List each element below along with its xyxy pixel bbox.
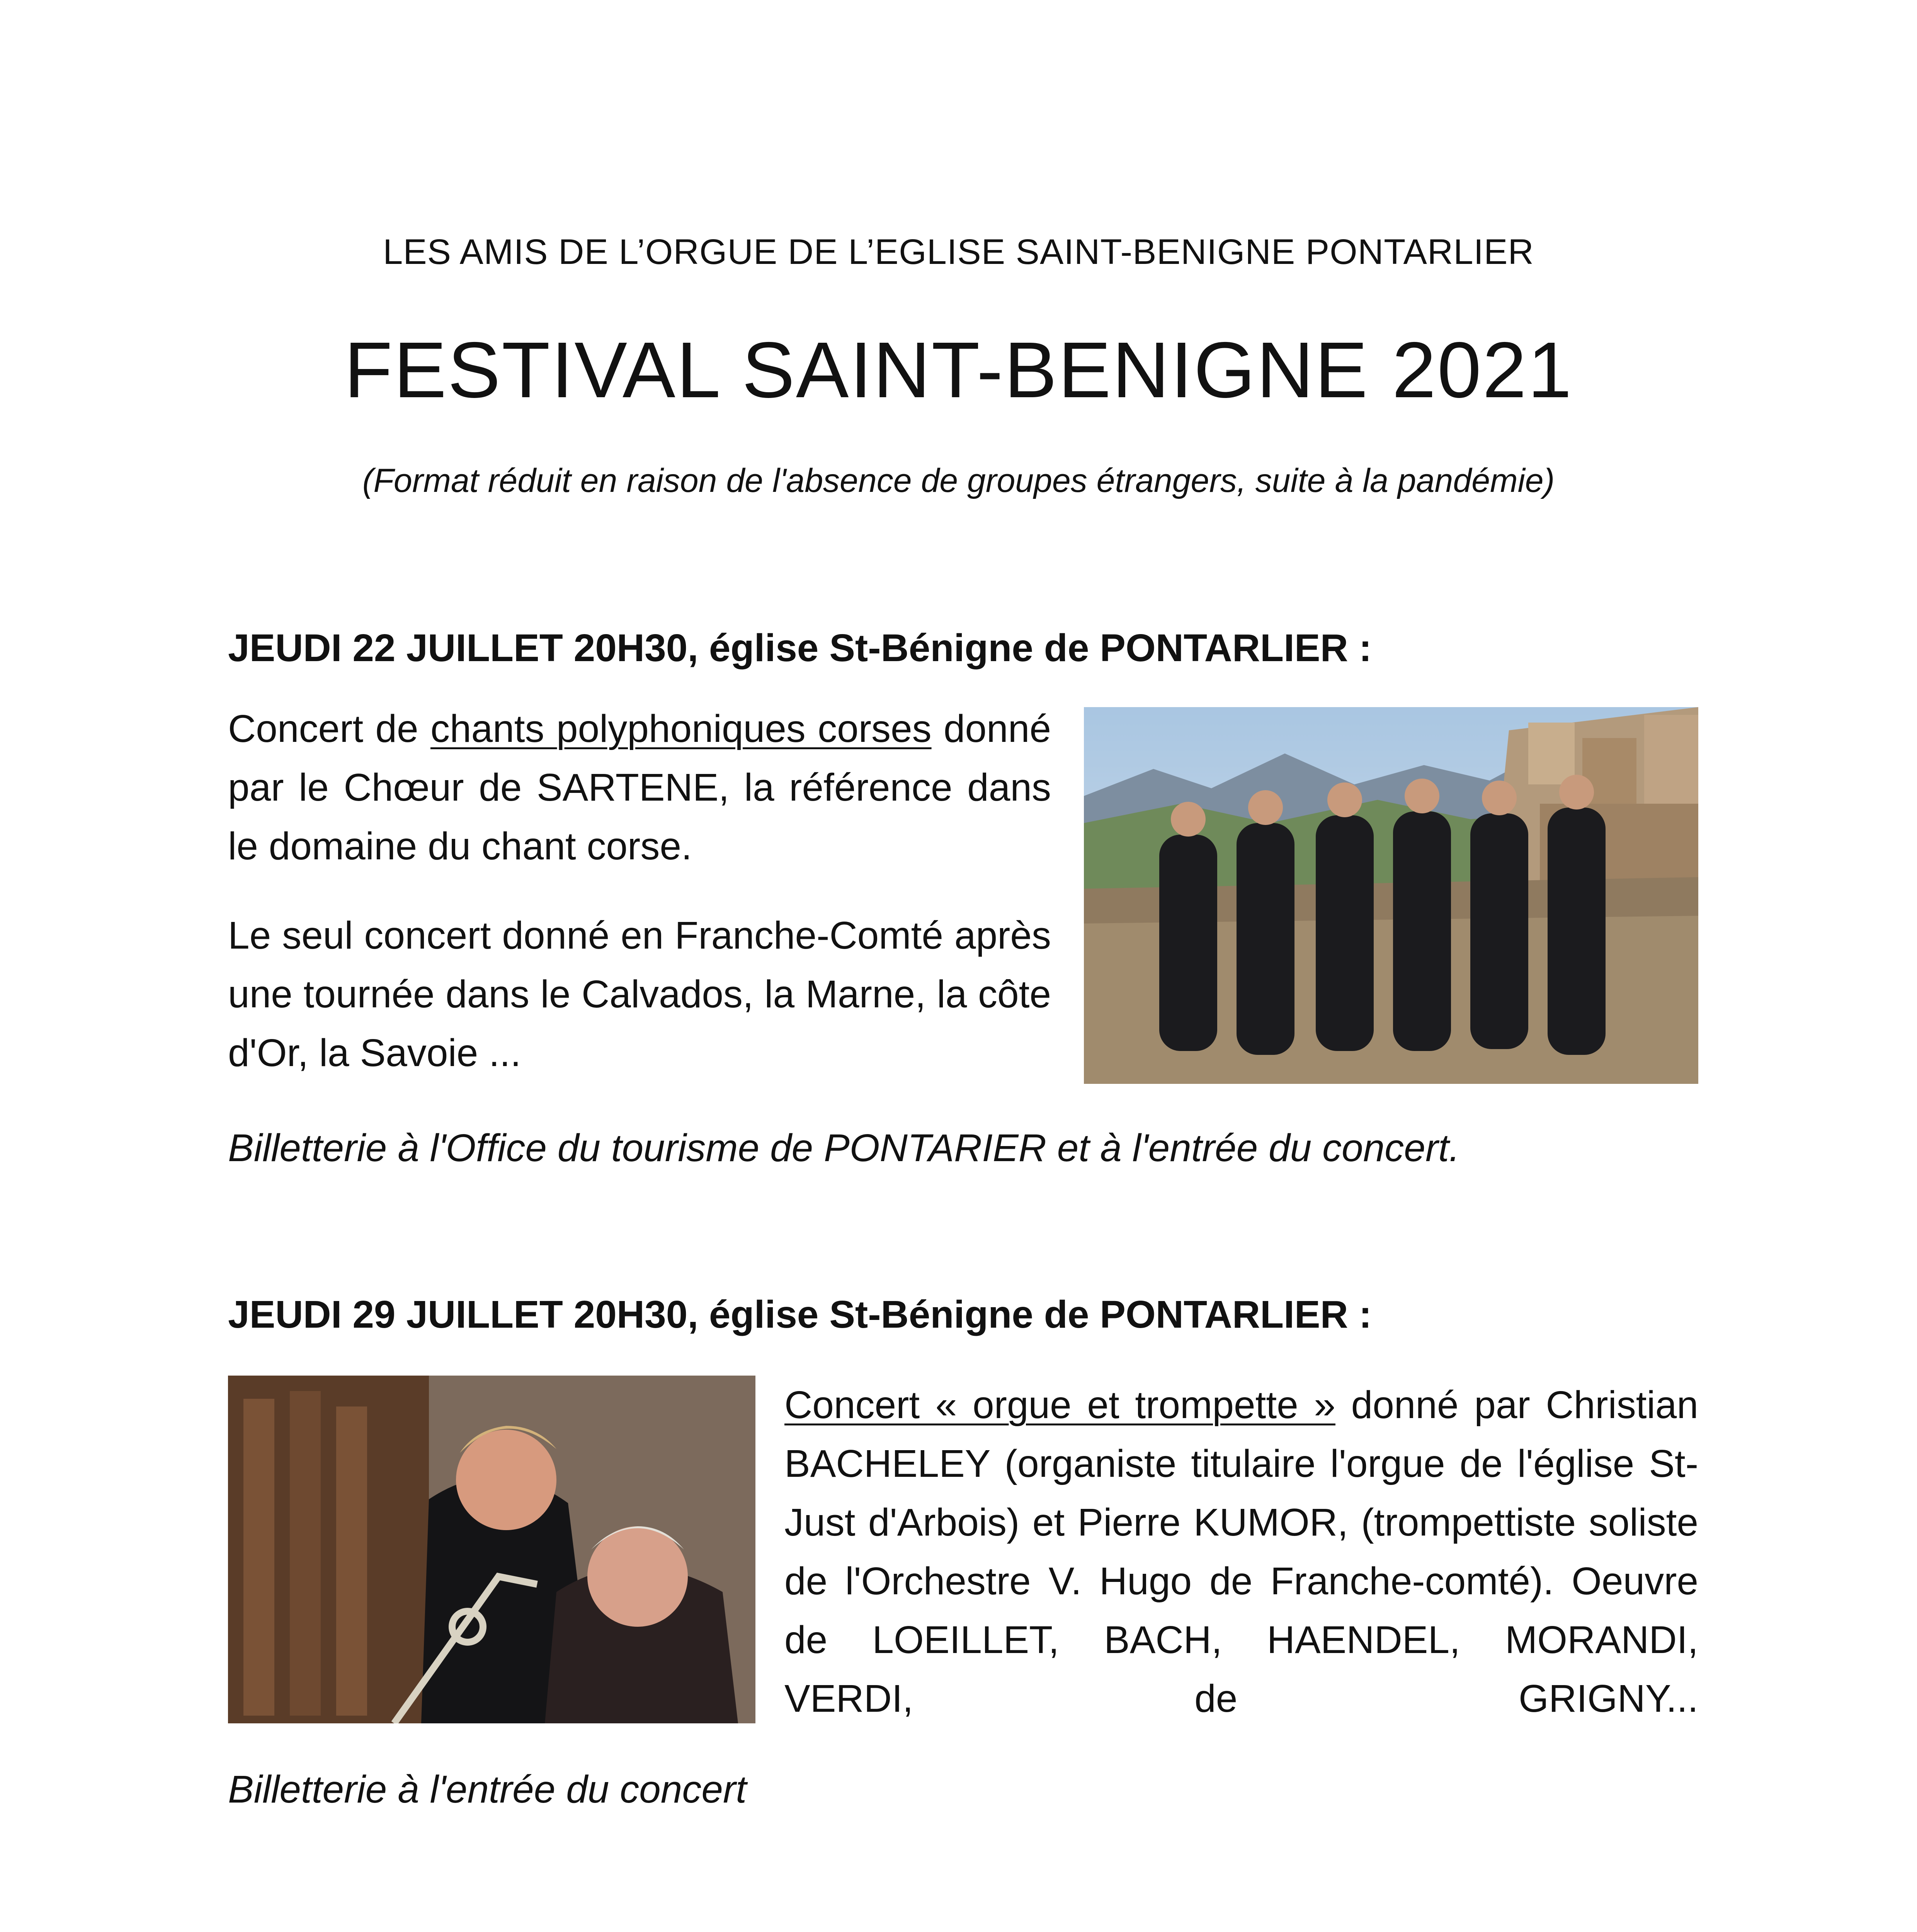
event-2-concert-title: Concert « orgue et trompette »: [784, 1383, 1335, 1427]
event-1-ticketing: Billetterie à l'Office du tourisme de PONTARIER et à l'entrée du concert.: [228, 1126, 1460, 1170]
page-title: FESTIVAL SAINT-BENIGNE 2021: [344, 326, 1573, 414]
event-2-description: [784, 1376, 1698, 1728]
page-subtitle: (Format réduit en raison de l'absence de groupes étrangers, suite à la pandémie): [362, 462, 1555, 499]
organ-trumpet-photo: [228, 1376, 755, 1723]
choir-photo: [1084, 707, 1698, 1084]
event-1-desc-rest: donné par le Chœur de SARTENE, la référence dans le domaine du chant corse.: [228, 707, 1051, 868]
event-2-heading: JEUDI 29 JUILLET 20H30, église St-Bénigne de PONTARLIER :: [228, 1293, 1372, 1336]
event-2-ticketing: Billetterie à l'entrée du concert: [228, 1768, 747, 1811]
event-1-description: [228, 699, 1051, 876]
event-1-genre: chants polyphoniques corses: [430, 707, 932, 750]
event-2-desc-rest: donné par Christian BACHELEY (organiste titulaire l'orgue de l'église St-Just d'Arbois) et Pierre KUMOR, (trompettiste soliste de l'Orchestre V. Hugo de Franche-comté). Oeuvre de LOEILLET, BACH, HAENDEL, MORANDI, VERDI, de GRIGNY...: [784, 1383, 1698, 1720]
event-1-lead: Concert de: [228, 707, 418, 750]
organization-name: LES AMIS DE L’ORGUE DE L’EGLISE SAINT-BENIGNE PONTARLIER: [383, 232, 1534, 272]
event-1-tour-info: Le seul concert donné en Franche-Comté après une tournée dans le Calvados, la Marne, la côte d'Or, la Savoie ...: [228, 914, 1051, 1075]
event-1-heading: JEUDI 22 JUILLET 20H30, église St-Bénigne de PONTARLIER :: [228, 626, 1372, 670]
